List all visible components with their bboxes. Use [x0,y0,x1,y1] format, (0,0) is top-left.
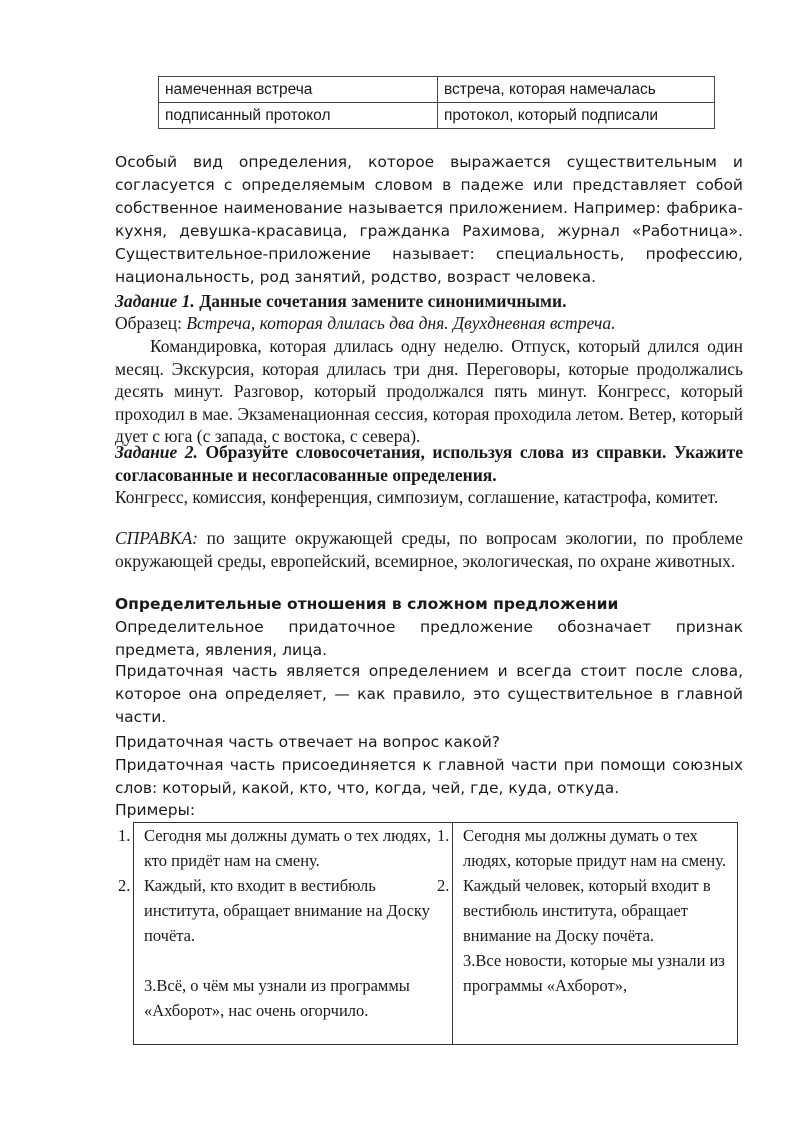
reference-label: СПРАВКА: [115,528,198,548]
table-cell: встреча, которая намечалась [438,77,715,103]
task2-heading [115,441,743,486]
examples-table [118,822,738,1045]
section-heading: Определительные отношения в сложном предложении [115,595,619,613]
table-cell: намеченная встреча [159,77,438,103]
reference-text: по защите окружающей среды, по вопросам экологии, по проблеме окружающей среды, европейский, всемирное, экологическая, по охране животных. [115,528,743,571]
section-paragraph-1: Определительное придаточное предложение обозначает признак предмета, явления, лица. [115,618,743,659]
list-number: 2. [437,876,450,895]
section-paragraph-3: Придаточная часть отвечает на вопрос какой? [115,733,501,751]
list-item-text: Сегодня мы должны думать о тех людях, кто придёт нам на смену. [144,826,432,870]
section-paragraph-4: Придаточная часть присоединяется к главной части при помощи союзных слов: который, какой, кто, что, когда, чей, где, куда, откуда. [115,756,743,797]
table-cell: протокол, который подписали [438,103,715,129]
task1-sample-text: Встреча, которая длилась два дня. Двухдневная встреча. [186,313,616,333]
list-item [437,823,738,873]
intro-paragraph: Особый вид определения, которое выражается существительным и согласуется с определяемым словом в падеже или представляет собой собственное наименование называется приложением. Например: фабрика-кухня, девушка-красавица, гражданка Рахимова, журнал «Работница». Существительное-приложение называет: специальность, профессию, национальность, род занятий, родство, возраст человека. [115,153,743,286]
table-row [159,77,715,103]
list-item [118,873,452,948]
task1-label: Задание 1. [115,291,195,311]
task1-sample [115,312,743,335]
task1-title: Данные сочетания замените синонимичными. [199,291,567,311]
examples-label: Примеры: [115,801,196,819]
list-item [437,873,738,948]
list-item-text: Каждый человек, который входит в вестибюль института, обращает внимание на Доску почёта. [463,876,711,945]
list-number: 1. [118,826,131,845]
list-number: 2. [118,876,131,895]
table-row [159,103,715,129]
list-item-3: 3.Все новости, которые мы узнали из программы «Ахборот», [463,951,725,995]
list-item-3: 3.Всё, о чём мы узнали из программы «Ахборот», нас очень огорчило. [144,976,410,1020]
list-item-text: Сегодня мы должны думать о тех людях, которые придут нам на смену. [463,826,726,870]
section-paragraph-2: Придаточная часть является определением и всегда стоит после слова, которое она определяет, — как правило, это существительное в главной части. [115,662,743,726]
task1-sample-label: Образец: [115,313,182,333]
task2-title: Образуйте словосочетания, используя слова из справки. Укажите согласованные и несогласованные определения. [115,442,743,485]
task2-words: Конгресс, комиссия, конференция, симпозиум, соглашение, катастрофа, комитет. [115,487,719,507]
list-number: 1. [437,826,450,845]
list-item-text: Каждый, кто входит в вестибюль института, обращает внимание на Доску почёта. [144,876,430,945]
task2-reference [115,527,743,572]
task1-body: Командировка, которая длилась одну неделю. Отпуск, который длился один месяц. Экскурсия, которая длилась три дня. Переговоры, которые продолжались десять минут. Разговор, который продолжался пять минут. Конгресс, который проходил в мае. Экзаменационная сессия, которая проходила летом. Ветер, который дует с юга (с запада, с востока, с севера). [115,336,743,446]
comparison-table [158,76,715,129]
task1-heading [115,290,743,313]
list-item [118,823,452,873]
task2-label: Задание 2. [115,442,198,462]
table-cell: подписанный протокол [159,103,438,129]
examples-left-column [118,823,452,1023]
examples-right-column [437,823,738,1044]
